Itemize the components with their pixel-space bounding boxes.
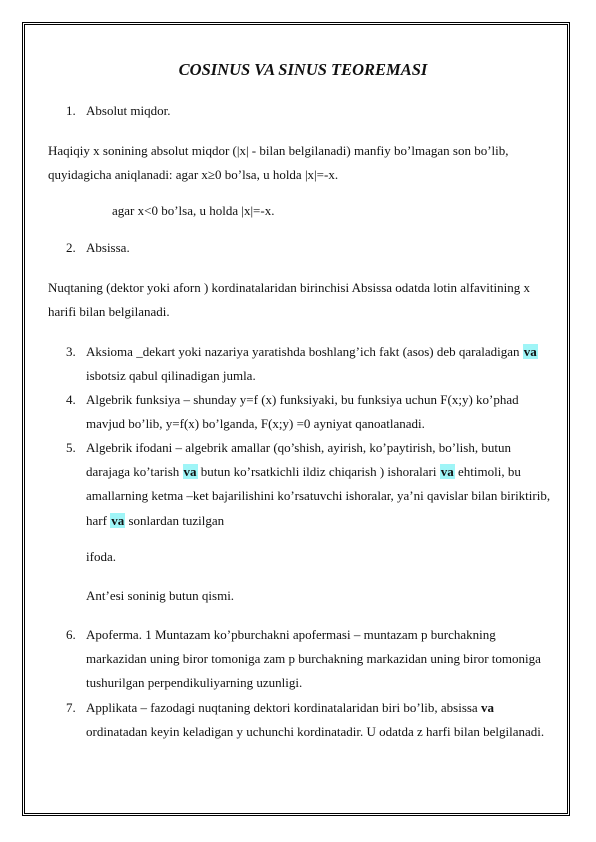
list-number: 5. (66, 440, 76, 455)
item-continuation: Ant’esi soninig butun qismi. (86, 588, 235, 603)
highlight-va: va (523, 344, 537, 359)
item-text: isbotsiz qabul qilinadigan jumla. (86, 368, 256, 384)
item-text: Algebrik ifodani – algebrik amallar (qo’shish, ayirish, ko’paytirish, bo’lish, butun darajaga ko’tarish (86, 440, 511, 480)
list-item-absolut: Absolut miqdor. (86, 103, 171, 118)
list-number: 3. (66, 344, 76, 359)
list-item-applikata (86, 696, 558, 744)
paragraph-absissa-definition: Nuqtaning (dektor yoki aforn ) kordinatalaridan birinchisi Absissa odatda lotin alfavitining x harifi bilan belgilanadi. (48, 280, 530, 320)
paragraph-absolut-case: agar x<0 bo’lsa, u holda |x|=-x. (112, 203, 275, 218)
list-number: 6. (66, 627, 76, 642)
list-item-algebrik-funksiya: Algebrik funksiya – shunday y=f (x) funksiyaki, bu funksiya uchun F(x;y) ko’phad mavjud bo’lib, y=f(x) bo’lganda, F(x;y) =0 ayniyat qanoatlanadi. (86, 392, 519, 432)
highlight-va: va (440, 464, 454, 480)
highlight-va: va (111, 512, 125, 528)
paragraph-absolut-definition: Haqiqiy x sonining absolut miqdor (|x| - bilan belgilanadi) manfiy bo’lmagan son bo’lib, quyidagicha aniqlanadi: agar x≥0 bo’lsa, u holda |x|=-x. (48, 143, 509, 183)
item-text: ehtimoli, bu amallarning ketma –ket bajarilishini ko’rsatuvchi ishoralar, ya’ni qavislar bilan biriktirib, harf (86, 464, 551, 528)
list-item-algebrik-ifoda (86, 436, 558, 533)
item-text: Applikata – fazodagi nuqtaning dektori kordinatalaridan biri bo’lib, absissa (86, 700, 481, 715)
list-item-apoferma: Apoferma. 1 Muntazam ko’pburchakni apofermasi – muntazam p burchakning markazidan uning biror tomoniga zam p burchakning markazidan uning biror tomoniga tushurilgan perpendikuliyarning uzunligi. (86, 627, 541, 691)
list-item-aksioma (86, 340, 558, 388)
page-title: COSINUS VA SINUS TEOREMASI (178, 60, 428, 79)
list-item-absissa: Absissa. (86, 240, 130, 255)
item-continuation: ifoda. (86, 549, 116, 564)
item-text: Aksioma _dekart yoki nazariya yaratishda boshlang’ich fakt (asos) deb qaraladigan (86, 344, 523, 359)
list-number: 4. (66, 392, 76, 407)
list-number: 2. (66, 240, 76, 255)
list-number: 7. (66, 700, 76, 715)
item-text: butun ko’rsatkichli ildiz chiqarish ) ishoralari (197, 464, 440, 480)
item-text: sonlardan tuzilgan (125, 512, 225, 528)
bold-va: va (480, 700, 494, 715)
list-number: 1. (66, 103, 76, 118)
highlight-va: va (183, 464, 197, 480)
item-text: ordinatadan keyin keladigan y uchunchi kordinatadir. U odatda z harfi bilan belgilanadi. (86, 724, 545, 740)
